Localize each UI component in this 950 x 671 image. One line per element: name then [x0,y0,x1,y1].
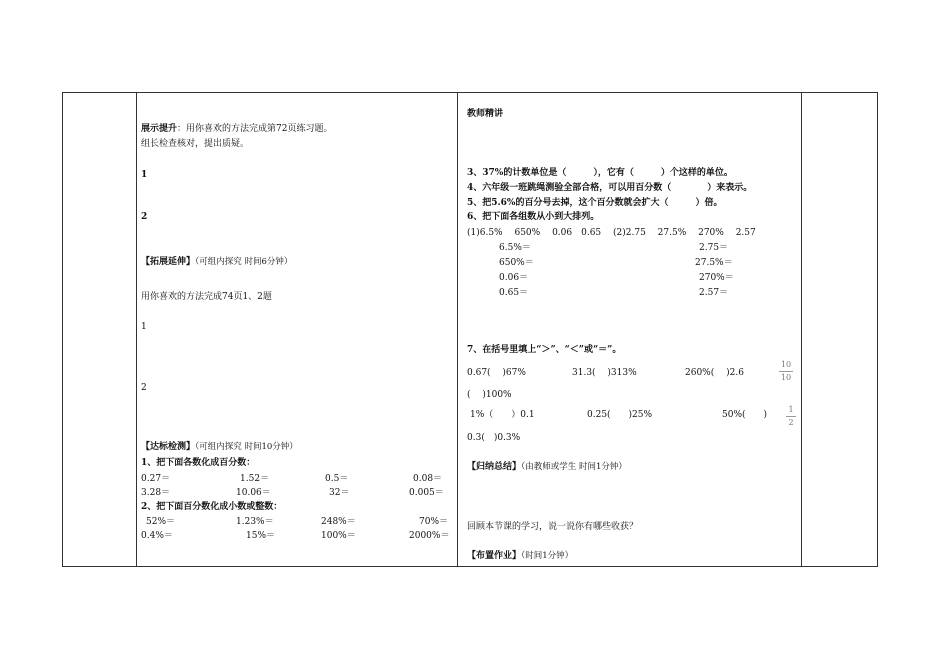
zhanshi-title: 展示提升 [141,124,178,134]
q7-item: 0.3( )0.3% [467,433,521,443]
item-2: 2 [141,212,148,222]
q1-cell: 0.005＝ [409,488,444,498]
q6-left-item: 0.06＝ [499,273,529,283]
q2-cell: 248%＝ [321,517,356,527]
q2-cell: 2000%＝ [409,531,450,541]
tuozhan-item-1: 1 [141,322,147,332]
q7-item: 50%( ) [722,410,768,420]
column-divider [136,93,137,566]
q6-right-item: 270%＝ [699,273,734,283]
tuozhan-item-2: 2 [141,383,147,393]
q1-cell: 0.27＝ [141,474,171,484]
q6-left-item: 6.5%＝ [499,243,531,253]
q1-cell: 0.5＝ [325,474,349,484]
guina-note: （由教师或学生 时间1分钟） [521,462,627,472]
guina-title: 【归纳总结】 [467,462,522,472]
column-divider [801,93,802,566]
q6-right-item: 2.75＝ [699,243,729,253]
q7-item: 1%（ ）0.1 [470,410,535,420]
q1-cell: 1.52＝ [240,474,270,484]
q6-numbers: (1)6.5% 650% 0.06 0.65 (2)2.75 27.5% 270% 2.57 [467,228,756,238]
q7-item: 0.25( )25% [587,410,653,420]
fraction-one-half [786,405,796,428]
tuozhan-title: 【拓展延伸】 [141,257,196,267]
guina-section [467,462,627,473]
column-divider [457,93,458,566]
question-3: 3、37%的计数单位是（ ），它有（ ）个这样的单位。 [467,168,733,178]
q2-cell: 0.4%＝ [141,531,173,541]
question-5: 5、把5.6%的百分号去掉，这个百分数就会扩大（ ）倍。 [467,198,723,208]
q2-cell: 100%＝ [321,531,356,541]
question-6: 6、把下面各组数从小到大排列。 [467,212,600,222]
q7-item: 260%( )2.6 [685,368,744,378]
lesson-table [62,92,878,567]
dabiao-section [141,442,298,453]
question-7: 7、在括号里填上“＞”、“＜”或“＝”。 [467,345,622,355]
fraction-numerator: 1 [788,405,794,414]
fraction-denominator: 2 [788,418,794,427]
fraction-bar [786,416,796,417]
question-1: 1、把下面各数化成百分数： [141,458,256,468]
q2-cell: 1.23%＝ [236,517,274,527]
q2-cell: 52%＝ [146,517,176,527]
q1-cell: 32＝ [329,488,350,498]
q7-item: ( )100% [467,390,512,400]
buzhi-title: 【布置作业】 [467,551,522,561]
huigu-text: 回顾本节课的学习，说一说你有哪些收获？ [467,522,639,532]
dabiao-title: 【达标检测】 [141,442,196,452]
fraction-bar [779,371,793,372]
fraction-denominator: 10 [780,373,792,382]
q1-cell: 10.06＝ [236,488,271,498]
fraction-numerator: 10 [780,360,792,369]
zhanshi-text: ：用你喜欢的方法完成第72页练习题。 [177,124,333,134]
q1-cell: 0.08＝ [413,474,443,484]
tuozhan-note: （可组内探究 时间6分钟） [195,257,293,267]
zhanshi-text2: 组长检查核对，提出质疑。 [141,139,250,149]
q6-right-item: 27.5%＝ [695,258,733,268]
q6-left-item: 0.65＝ [499,288,529,298]
question-4: 4、六年级一班跳绳测验全部合格，可以用百分数（ ）来表示。 [467,183,753,193]
teacher-explain-title: 教师精讲 [467,109,504,119]
tuozhan-text: 用你喜欢的方法完成74页1、2题 [141,292,272,302]
buzhi-section [467,551,573,562]
q2-cell: 15%＝ [246,531,276,541]
q6-right-item: 2.57＝ [699,288,729,298]
dabiao-note: （可组内探究 时间10分钟） [195,442,298,452]
question-2: 2、把下面百分数化成小数或整数： [141,502,283,512]
q6-left-item: 650%＝ [499,258,534,268]
q2-cell: 70%＝ [419,517,449,527]
q1-cell: 3.28＝ [141,488,171,498]
q7-item: 31.3( )313% [572,368,637,378]
tuozhan-section [141,257,292,268]
q7-item: 0.67( )67% [467,368,526,378]
zhanshi-section [141,124,332,135]
buzhi-note: （时间1分钟） [521,551,574,561]
item-1: 1 [141,170,148,180]
fraction-ten-tenths [779,360,793,383]
